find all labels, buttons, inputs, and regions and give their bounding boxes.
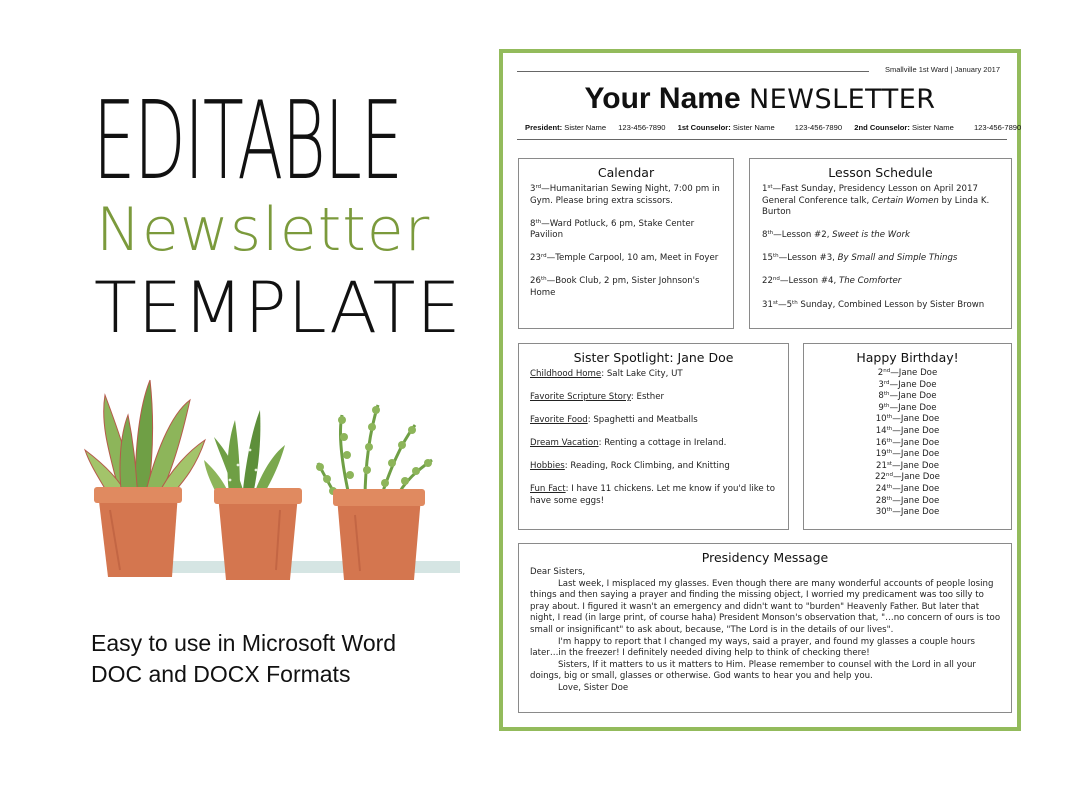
promo-title-template: TEMPLATE (94, 267, 462, 349)
birthday-box (803, 343, 1012, 530)
calendar-heading: Calendar (597, 165, 655, 180)
lesson-item: 8th—Lesson #2, Sweet is the Work (762, 230, 911, 241)
lesson-schedule-heading: Lesson Schedule (828, 165, 933, 180)
calendar-list (519, 181, 733, 300)
presidency-heading: Presidency Message (701, 550, 829, 565)
contacts-rule (517, 139, 1007, 140)
lesson-list (750, 181, 1011, 311)
birthday-item: 24th—Jane Doe (875, 483, 940, 494)
birthday-item: 28th—Jane Doe (875, 495, 940, 506)
birthday-heading: Happy Birthday! (856, 350, 959, 365)
message-paragraph: Last week, I misplaced my glasses. Even though there are many wonderful accounts of people losing things and then saying a prayer and finding the missing object, I worried my predicament was too silly to pray about. I figured it wasn't an emergency and didn't want to "burden" Heavenly Father. But later that night, I read (in large print, of course haha) President Monson's observation that, "…no concern of ours is too small or insignificant" to ask about, because, "The Lord is in the details of our lives". (530, 578, 1001, 635)
promo-caption-line1: Easy to use in Microsoft Word (91, 630, 397, 656)
lesson-item: 1st—Fast Sunday, Presidency Lesson on April 2017 General Conference talk, Certain Women by Linda K. Burton (762, 184, 990, 218)
first-counselor-name: Sister Name (732, 123, 775, 132)
message-paragraph: I'm happy to report that I changed my ways, said a prayer, and found my glasses a couple hours later…in the freezer! I definitely needed diving help to think of checking there! (530, 636, 975, 659)
masthead-newsletter: NEWSLETTER (748, 84, 936, 115)
birthday-list (804, 366, 1011, 519)
promo-title-newsletter: Newsletter (96, 195, 431, 265)
second-counselor-label: 2nd Counselor: (854, 123, 910, 132)
spotlight-item: Dream Vacation: Renting a cottage in Ireland. (530, 438, 727, 449)
second-counselor-phone: 123-456-7890 (973, 123, 1022, 132)
birthday-item: 8th—Jane Doe (878, 391, 937, 402)
newsletter-page (499, 49, 1021, 731)
promo-caption (91, 628, 396, 690)
first-counselor-phone: 123-456-7890 (794, 123, 843, 132)
presidency-message (519, 566, 1011, 695)
birthday-item: 14th—Jane Doe (875, 425, 940, 436)
lesson-schedule-box (749, 158, 1012, 329)
birthday-item: 3rd—Jane Doe (878, 379, 937, 390)
birthday-item: 16th—Jane Doe (875, 437, 940, 448)
second-counselor-name: Sister Name (912, 123, 954, 132)
calendar-item: 23rd—Temple Carpool, 10 am, Meet in Foyer (530, 253, 719, 264)
calendar-box (518, 158, 734, 329)
aloe-plant-icon (85, 380, 205, 577)
masthead-name: Your Name (584, 82, 741, 115)
spotlight-item: Favorite Food: Spaghetti and Meatballs (530, 415, 698, 426)
birthday-item: 9th—Jane Doe (878, 402, 937, 413)
spotlight-list (519, 366, 788, 508)
spotlight-item: Fun Fact: I have 11 chickens. Let me know if you'd like to have some eggs! (530, 484, 776, 507)
potted-plants-illustration (80, 375, 460, 590)
header-rule (517, 71, 869, 72)
spotlight-item: Hobbies: Reading, Rock Climbing, and Knitting (530, 461, 730, 472)
birthday-item: 10th—Jane Doe (875, 414, 940, 425)
message-paragraph: Sisters, If it matters to us it matters to Him. Please remember to counsel with the Lord in all your doings, big or small, glasses or otherwise. God wants to hear you and help you. (530, 659, 976, 682)
newsletter-masthead (503, 81, 1017, 118)
lesson-item: 22nd—Lesson #4, The Comforter (762, 276, 902, 287)
spotlight-heading: Sister Spotlight: Jane Doe (573, 350, 734, 365)
calendar-item: 3rd—Humanitarian Sewing Night, 7:00 pm in Gym. Please bring extra scissors. (530, 184, 720, 206)
haworthia-plant-icon (204, 410, 302, 580)
presidency-message-box (518, 543, 1012, 713)
birthday-item: 19th—Jane Doe (875, 449, 940, 460)
lesson-item: 15th—Lesson #3, By Small and Simple Things (762, 253, 958, 264)
first-counselor-label: 1st Counselor: (677, 123, 731, 132)
birthday-item: 2nd—Jane Doe (877, 368, 938, 378)
president-label: President: (525, 123, 563, 132)
spotlight-item: Favorite Scripture Story: Esther (530, 392, 665, 403)
message-salutation: Dear Sisters, (530, 567, 586, 577)
calendar-item: 26th—Book Club, 2 pm, Sister Johnson's Home (530, 276, 700, 299)
lesson-item: 31st—5th Sunday, Combined Lesson by Sister Brown (762, 299, 985, 310)
presidency-contacts (525, 123, 1021, 132)
succulent-plant-icon (316, 405, 432, 580)
president-name: Sister Name (564, 123, 607, 132)
ward-date: Smallville 1st Ward | January 2017 (884, 65, 1000, 74)
sister-spotlight-box (518, 343, 789, 530)
president-phone: 123-456-7890 (618, 123, 666, 132)
message-closing: Love, Sister Doe (558, 682, 629, 693)
birthday-item: 21st—Jane Doe (876, 460, 939, 471)
promo-title-editable: EDITABLE (93, 79, 402, 204)
birthday-item: 30th—Jane Doe (875, 507, 940, 518)
birthday-item: 22nd—Jane Doe (875, 472, 940, 483)
spotlight-item: Childhood Home: Salt Lake City, UT (530, 369, 683, 379)
promo-caption-line2: DOC and DOCX Formats (91, 661, 351, 687)
calendar-item: 8th—Ward Potluck, 6 pm, Stake Center Pavilion (530, 218, 695, 241)
